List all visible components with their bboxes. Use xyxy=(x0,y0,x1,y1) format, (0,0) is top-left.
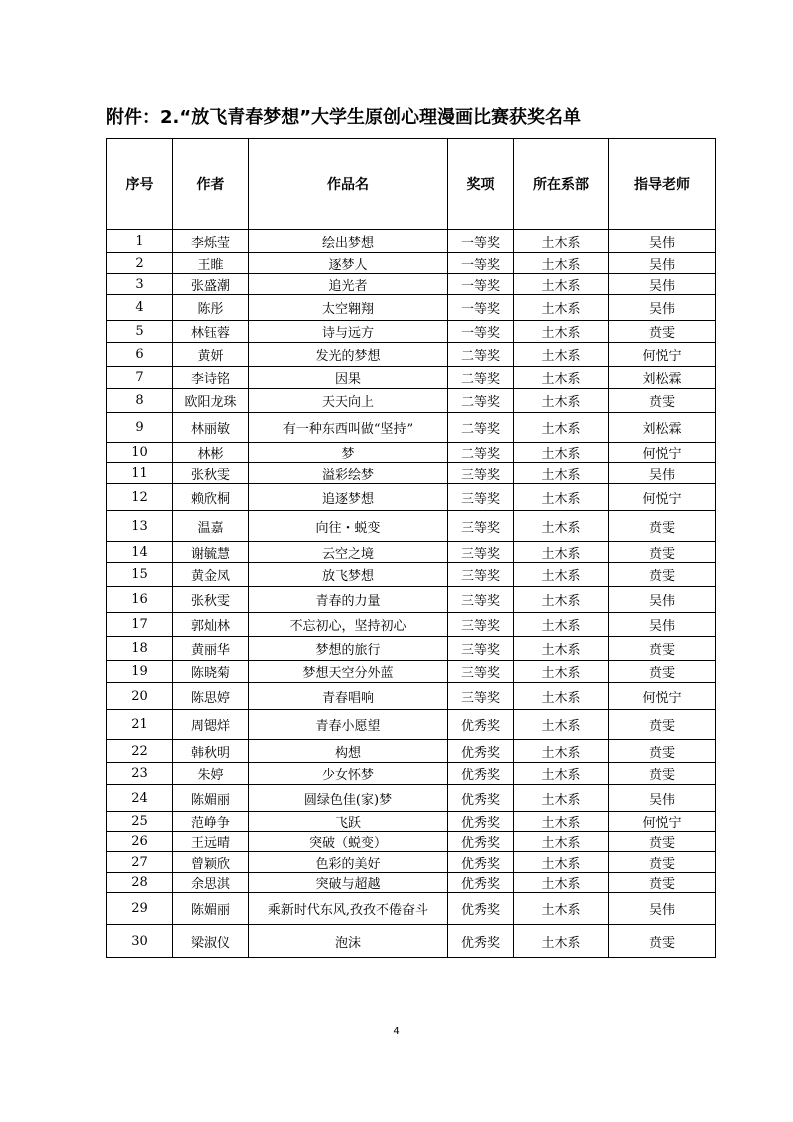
header-author: 作者 xyxy=(173,139,249,230)
table-row xyxy=(107,230,716,253)
table-row xyxy=(107,587,716,613)
cell-index: 12 xyxy=(107,484,173,511)
cell-award: 三等奖 xyxy=(448,613,514,637)
cell-index: 28 xyxy=(107,873,173,893)
cell-advisor: 刘松霖 xyxy=(609,413,716,443)
cell-award: 一等奖 xyxy=(448,274,514,295)
cell-author: 周锶烊 xyxy=(173,710,249,740)
cell-author: 王睢 xyxy=(173,253,249,274)
cell-work-title: 逐梦人 xyxy=(249,253,448,274)
table-row xyxy=(107,563,716,587)
cell-work-title: 向往・蜕变 xyxy=(249,511,448,542)
cell-award: 一等奖 xyxy=(448,230,514,253)
cell-index: 9 xyxy=(107,413,173,443)
cell-department: 土木系 xyxy=(514,295,609,321)
cell-index: 4 xyxy=(107,295,173,321)
cell-index: 13 xyxy=(107,511,173,542)
cell-department: 土木系 xyxy=(514,389,609,413)
cell-index: 17 xyxy=(107,613,173,637)
table-row xyxy=(107,710,716,740)
cell-department: 土木系 xyxy=(514,925,609,958)
cell-index: 30 xyxy=(107,925,173,958)
cell-author: 黄金凤 xyxy=(173,563,249,587)
cell-work-title: 梦 xyxy=(249,443,448,463)
table-row xyxy=(107,389,716,413)
cell-award: 三等奖 xyxy=(448,542,514,563)
cell-work-title: 追光者 xyxy=(249,274,448,295)
cell-work-title: 圆绿色佳(家)梦 xyxy=(249,785,448,812)
cell-work-title: 太空翱翔 xyxy=(249,295,448,321)
cell-award: 优秀奖 xyxy=(448,763,514,785)
cell-advisor: 贲雯 xyxy=(609,763,716,785)
cell-award: 二等奖 xyxy=(448,443,514,463)
cell-author: 黄妍 xyxy=(173,343,249,367)
cell-department: 土木系 xyxy=(514,587,609,613)
cell-work-title: 少女怀梦 xyxy=(249,763,448,785)
cell-award: 三等奖 xyxy=(448,484,514,511)
cell-author: 陈媚丽 xyxy=(173,893,249,925)
cell-author: 陈彤 xyxy=(173,295,249,321)
cell-author: 梁淑仪 xyxy=(173,925,249,958)
cell-advisor: 何悦宁 xyxy=(609,443,716,463)
cell-award: 三等奖 xyxy=(448,683,514,710)
table-row xyxy=(107,637,716,661)
cell-index: 3 xyxy=(107,274,173,295)
table-row xyxy=(107,253,716,274)
table-row xyxy=(107,443,716,463)
cell-advisor: 贲雯 xyxy=(609,925,716,958)
cell-award: 三等奖 xyxy=(448,511,514,542)
cell-work-title: 青春的力量 xyxy=(249,587,448,613)
table-row xyxy=(107,511,716,542)
cell-department: 土木系 xyxy=(514,613,609,637)
table-row xyxy=(107,925,716,958)
cell-department: 土木系 xyxy=(514,367,609,389)
cell-index: 18 xyxy=(107,637,173,661)
cell-advisor: 吴伟 xyxy=(609,893,716,925)
cell-index: 15 xyxy=(107,563,173,587)
cell-index: 11 xyxy=(107,463,173,484)
cell-author: 林钰蓉 xyxy=(173,321,249,343)
cell-advisor: 吴伟 xyxy=(609,230,716,253)
cell-department: 土木系 xyxy=(514,484,609,511)
cell-author: 李诗铭 xyxy=(173,367,249,389)
cell-award: 二等奖 xyxy=(448,343,514,367)
cell-department: 土木系 xyxy=(514,230,609,253)
cell-author: 曾颖欣 xyxy=(173,852,249,873)
cell-advisor: 吴伟 xyxy=(609,295,716,321)
cell-work-title: 梦想的旅行 xyxy=(249,637,448,661)
cell-work-title: 云空之境 xyxy=(249,542,448,563)
cell-work-title: 绘出梦想 xyxy=(249,230,448,253)
cell-advisor: 吴伟 xyxy=(609,463,716,484)
cell-department: 土木系 xyxy=(514,343,609,367)
cell-work-title: 因果 xyxy=(249,367,448,389)
cell-author: 范峥争 xyxy=(173,812,249,832)
document-title: 附件：2.“放飞青春梦想”大学生原创心理漫画比赛获奖名单 xyxy=(106,107,582,128)
cell-advisor: 贲雯 xyxy=(609,542,716,563)
cell-index: 25 xyxy=(107,812,173,832)
cell-index: 23 xyxy=(107,763,173,785)
cell-work-title: 飞跃 xyxy=(249,812,448,832)
table-row xyxy=(107,413,716,443)
cell-award: 优秀奖 xyxy=(448,873,514,893)
cell-advisor: 贲雯 xyxy=(609,740,716,763)
cell-work-title: 有一种东西叫做“坚持” xyxy=(249,413,448,443)
cell-work-title: 突破（蜕变） xyxy=(249,832,448,852)
cell-department: 土木系 xyxy=(514,321,609,343)
cell-author: 余思淇 xyxy=(173,873,249,893)
cell-author: 陈晓菊 xyxy=(173,661,249,683)
cell-work-title: 青春唱响 xyxy=(249,683,448,710)
cell-author: 韩秋明 xyxy=(173,740,249,763)
cell-advisor: 贲雯 xyxy=(609,389,716,413)
cell-award: 三等奖 xyxy=(448,661,514,683)
cell-award: 优秀奖 xyxy=(448,710,514,740)
table-row xyxy=(107,661,716,683)
table-row xyxy=(107,832,716,852)
cell-department: 土木系 xyxy=(514,637,609,661)
cell-department: 土木系 xyxy=(514,253,609,274)
table-row xyxy=(107,321,716,343)
header-department: 所在系部 xyxy=(514,139,609,230)
cell-index: 27 xyxy=(107,852,173,873)
cell-work-title: 梦想天空分外蓝 xyxy=(249,661,448,683)
cell-index: 10 xyxy=(107,443,173,463)
cell-work-title: 发光的梦想 xyxy=(249,343,448,367)
cell-advisor: 贲雯 xyxy=(609,832,716,852)
cell-work-title: 天天向上 xyxy=(249,389,448,413)
cell-department: 土木系 xyxy=(514,274,609,295)
cell-work-title: 构想 xyxy=(249,740,448,763)
cell-index: 26 xyxy=(107,832,173,852)
cell-advisor: 何悦宁 xyxy=(609,484,716,511)
cell-author: 张秋雯 xyxy=(173,463,249,484)
cell-work-title: 诗与远方 xyxy=(249,321,448,343)
table-row xyxy=(107,613,716,637)
cell-index: 5 xyxy=(107,321,173,343)
cell-advisor: 贲雯 xyxy=(609,852,716,873)
cell-department: 土木系 xyxy=(514,812,609,832)
cell-index: 6 xyxy=(107,343,173,367)
table-row xyxy=(107,542,716,563)
cell-award: 优秀奖 xyxy=(448,832,514,852)
table-row xyxy=(107,785,716,812)
cell-department: 土木系 xyxy=(514,740,609,763)
table-row xyxy=(107,683,716,710)
table-row xyxy=(107,343,716,367)
cell-author: 林彬 xyxy=(173,443,249,463)
cell-advisor: 贲雯 xyxy=(609,661,716,683)
cell-advisor: 贲雯 xyxy=(609,710,716,740)
table-row xyxy=(107,484,716,511)
header-advisor: 指导老师 xyxy=(609,139,716,230)
cell-department: 土木系 xyxy=(514,413,609,443)
table-row xyxy=(107,740,716,763)
cell-work-title: 不忘初心，坚持初心 xyxy=(249,613,448,637)
cell-work-title: 色彩的美好 xyxy=(249,852,448,873)
cell-department: 土木系 xyxy=(514,785,609,812)
cell-advisor: 何悦宁 xyxy=(609,343,716,367)
cell-author: 郭灿林 xyxy=(173,613,249,637)
cell-advisor: 何悦宁 xyxy=(609,812,716,832)
cell-author: 张秋雯 xyxy=(173,587,249,613)
cell-work-title: 放飞梦想 xyxy=(249,563,448,587)
cell-index: 21 xyxy=(107,710,173,740)
cell-author: 张盛潮 xyxy=(173,274,249,295)
cell-advisor: 吴伟 xyxy=(609,274,716,295)
table-row xyxy=(107,812,716,832)
cell-work-title: 溢彩绘梦 xyxy=(249,463,448,484)
cell-work-title: 追逐梦想 xyxy=(249,484,448,511)
table-row xyxy=(107,463,716,484)
cell-department: 土木系 xyxy=(514,683,609,710)
table-row xyxy=(107,873,716,893)
cell-author: 朱婷 xyxy=(173,763,249,785)
cell-author: 谢毓慧 xyxy=(173,542,249,563)
cell-department: 土木系 xyxy=(514,661,609,683)
header-work-title: 作品名 xyxy=(249,139,448,230)
cell-department: 土木系 xyxy=(514,852,609,873)
cell-department: 土木系 xyxy=(514,511,609,542)
cell-advisor: 吴伟 xyxy=(609,253,716,274)
cell-index: 24 xyxy=(107,785,173,812)
cell-work-title: 乘新时代东风,孜孜不倦奋斗 xyxy=(249,893,448,925)
cell-author: 王远晴 xyxy=(173,832,249,852)
header-award: 奖项 xyxy=(448,139,514,230)
cell-award: 一等奖 xyxy=(448,321,514,343)
cell-advisor: 刘松霖 xyxy=(609,367,716,389)
cell-index: 1 xyxy=(107,230,173,253)
cell-advisor: 何悦宁 xyxy=(609,683,716,710)
cell-department: 土木系 xyxy=(514,542,609,563)
cell-department: 土木系 xyxy=(514,710,609,740)
table-row xyxy=(107,295,716,321)
cell-index: 8 xyxy=(107,389,173,413)
cell-index: 2 xyxy=(107,253,173,274)
cell-index: 20 xyxy=(107,683,173,710)
cell-advisor: 贲雯 xyxy=(609,873,716,893)
cell-award: 优秀奖 xyxy=(448,785,514,812)
award-table xyxy=(106,138,716,958)
cell-index: 22 xyxy=(107,740,173,763)
cell-index: 29 xyxy=(107,893,173,925)
cell-work-title: 突破与超越 xyxy=(249,873,448,893)
cell-index: 16 xyxy=(107,587,173,613)
cell-award: 一等奖 xyxy=(448,295,514,321)
cell-index: 19 xyxy=(107,661,173,683)
page-number: 4 xyxy=(393,1026,400,1037)
table-row xyxy=(107,274,716,295)
cell-department: 土木系 xyxy=(514,873,609,893)
cell-award: 一等奖 xyxy=(448,253,514,274)
cell-department: 土木系 xyxy=(514,443,609,463)
cell-advisor: 吴伟 xyxy=(609,785,716,812)
cell-author: 赖欣桐 xyxy=(173,484,249,511)
cell-award: 优秀奖 xyxy=(448,925,514,958)
cell-advisor: 吴伟 xyxy=(609,587,716,613)
cell-author: 欧阳龙珠 xyxy=(173,389,249,413)
cell-work-title: 青春小愿望 xyxy=(249,710,448,740)
cell-author: 黄丽华 xyxy=(173,637,249,661)
cell-award: 二等奖 xyxy=(448,389,514,413)
table-row xyxy=(107,893,716,925)
cell-advisor: 贲雯 xyxy=(609,321,716,343)
cell-advisor: 贲雯 xyxy=(609,637,716,661)
cell-index: 14 xyxy=(107,542,173,563)
cell-author: 陈思婷 xyxy=(173,683,249,710)
cell-index: 7 xyxy=(107,367,173,389)
cell-award: 优秀奖 xyxy=(448,852,514,873)
cell-award: 三等奖 xyxy=(448,587,514,613)
cell-advisor: 吴伟 xyxy=(609,613,716,637)
cell-department: 土木系 xyxy=(514,463,609,484)
cell-award: 二等奖 xyxy=(448,413,514,443)
cell-award: 二等奖 xyxy=(448,367,514,389)
cell-author: 陈媚丽 xyxy=(173,785,249,812)
cell-author: 温嘉 xyxy=(173,511,249,542)
table-row xyxy=(107,367,716,389)
cell-department: 土木系 xyxy=(514,763,609,785)
cell-award: 三等奖 xyxy=(448,637,514,661)
cell-award: 优秀奖 xyxy=(448,812,514,832)
cell-work-title: 泡沫 xyxy=(249,925,448,958)
cell-author: 李烁莹 xyxy=(173,230,249,253)
table-row xyxy=(107,852,716,873)
cell-award: 优秀奖 xyxy=(448,893,514,925)
cell-award: 三等奖 xyxy=(448,563,514,587)
cell-advisor: 贲雯 xyxy=(609,511,716,542)
cell-award: 三等奖 xyxy=(448,463,514,484)
table-header-row xyxy=(107,139,716,230)
cell-department: 土木系 xyxy=(514,832,609,852)
cell-advisor: 贲雯 xyxy=(609,563,716,587)
cell-author: 林丽敏 xyxy=(173,413,249,443)
table-row xyxy=(107,763,716,785)
header-index: 序号 xyxy=(107,139,173,230)
cell-award: 优秀奖 xyxy=(448,740,514,763)
cell-department: 土木系 xyxy=(514,893,609,925)
cell-department: 土木系 xyxy=(514,563,609,587)
